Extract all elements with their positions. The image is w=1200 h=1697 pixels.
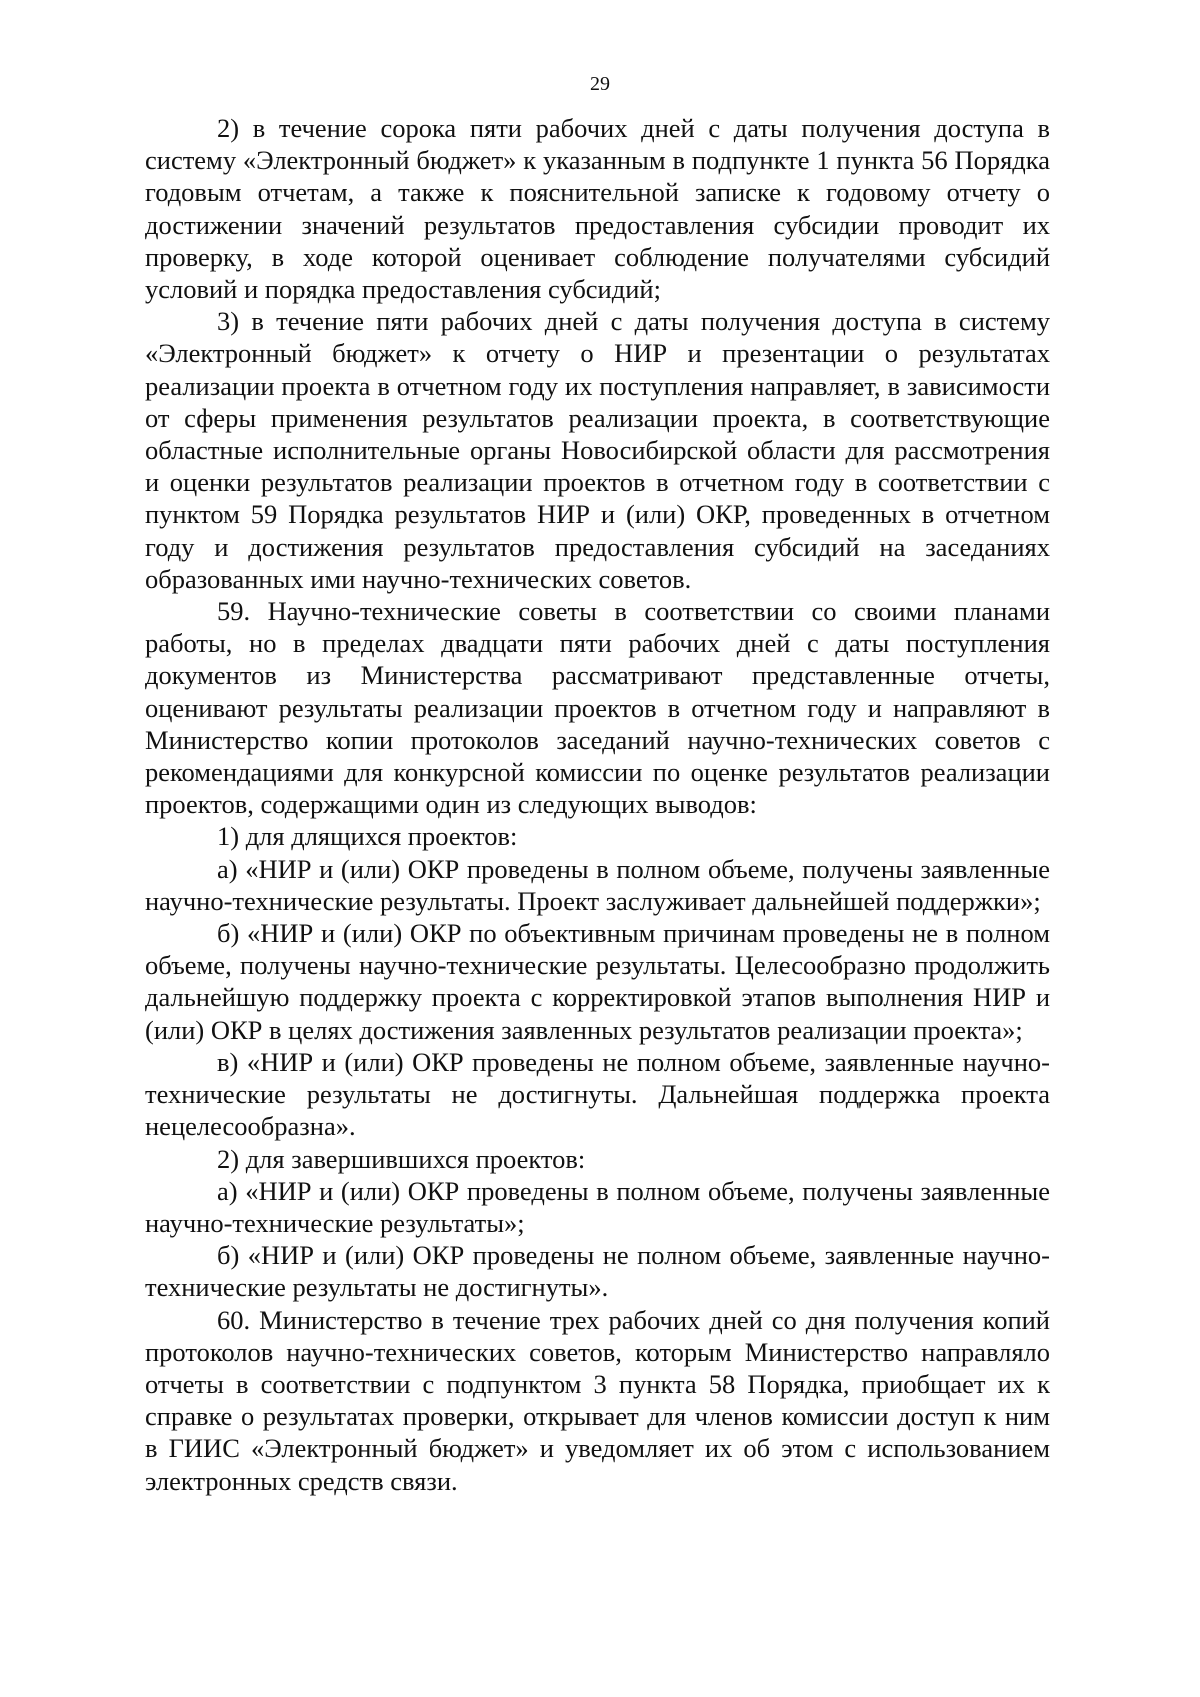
paragraph-completed-projects: 2) для завершившихся проектов: — [217, 1143, 586, 1174]
paragraph-completed-b: б) «НИР и (или) ОКР проведены не полном объеме, заявленные научно-технические результаты не достигнуты». — [145, 1240, 1050, 1303]
document-body — [145, 112, 1050, 1497]
page-number: 29 — [590, 73, 610, 95]
paragraph-completed-a: а) «НИР и (или) ОКР проведены в полном объеме, получены заявленные научно-технические результаты»; — [145, 1175, 1050, 1238]
paragraph-ongoing-a: а) «НИР и (или) ОКР проведены в полном объеме, получены заявленные научно-технические результаты. Проект заслуживает дальнейшей поддержки»; — [145, 853, 1050, 916]
paragraph-ongoing-b: б) «НИР и (или) ОКР по объективным причинам проведены не в полном объеме, получены научно-технические результаты. Целесообразно продолжить дальнейшую поддержку проекта с корректировкой этапов выполнения НИР и (или) ОКР в целях достижения заявленных результатов реализации проекта»; — [145, 918, 1050, 1045]
paragraph-subitem-2: 2) в течение сорока пяти рабочих дней с даты получения доступа в систему «Электронный бюджет» к указанным в подпункте 1 пункта 56 Порядка годовым отчетам, а также к пояснительной записке к годовому отчету о достижении значений результатов предоставления субсидии проводит их проверку, в ходе которой оценивает соблюдение получателями субсидий условий и порядка предоставления субсидий; — [145, 113, 1050, 305]
paragraph-clause-60: 60. Министерство в течение трех рабочих дней со дня получения копий протоколов научно-технических советов, которым Министерство направляло отчеты в соответствии с подпунктом 3 пункта 58 Порядка, приобщает их к справке о результатах проверки, открывает для членов комиссии доступ к ним в ГИИС «Электронный бюджет» и уведомляет их об этом с использованием электронных средств связи. — [145, 1304, 1050, 1496]
paragraph-ongoing-projects: 1) для длящихся проектов: — [217, 821, 518, 852]
paragraph-clause-59: 59. Научно-технические советы в соответствии со своими планами работы, но в пределах двадцати пяти рабочих дней с даты поступления документов из Министерства рассматривают представленные отчеты, оценивают результаты реализации проектов в отчетном году и направляют в Министерство копии протоколов заседаний научно-технических советов с рекомендациями для конкурсной комиссии по оценке результатов реализации проектов, содержащими один из следующих выводов: — [145, 596, 1050, 820]
paragraph-ongoing-c: в) «НИР и (или) ОКР проведены не полном объеме, заявленные научно-технические результаты не достигнуты. Дальнейшая поддержка проекта нецелесообразна». — [145, 1046, 1050, 1142]
paragraph-subitem-3: 3) в течение пяти рабочих дней с даты получения доступа в систему «Электронный бюджет» к отчету о НИР и презентации о результатах реализации проекта в отчетном году их поступления направляет, в зависимости от сферы применения результатов реализации проекта, в соответствующие областные исполнительные органы Новосибирской области для рассмотрения и оценки результатов реализации проектов в отчетном году в соответствии с пунктом 59 Порядка результатов НИР и (или) ОКР, проведенных в отчетном году и достижения результатов предоставления субсидий на заседаниях образованных ими научно-технических советов. — [145, 306, 1050, 594]
